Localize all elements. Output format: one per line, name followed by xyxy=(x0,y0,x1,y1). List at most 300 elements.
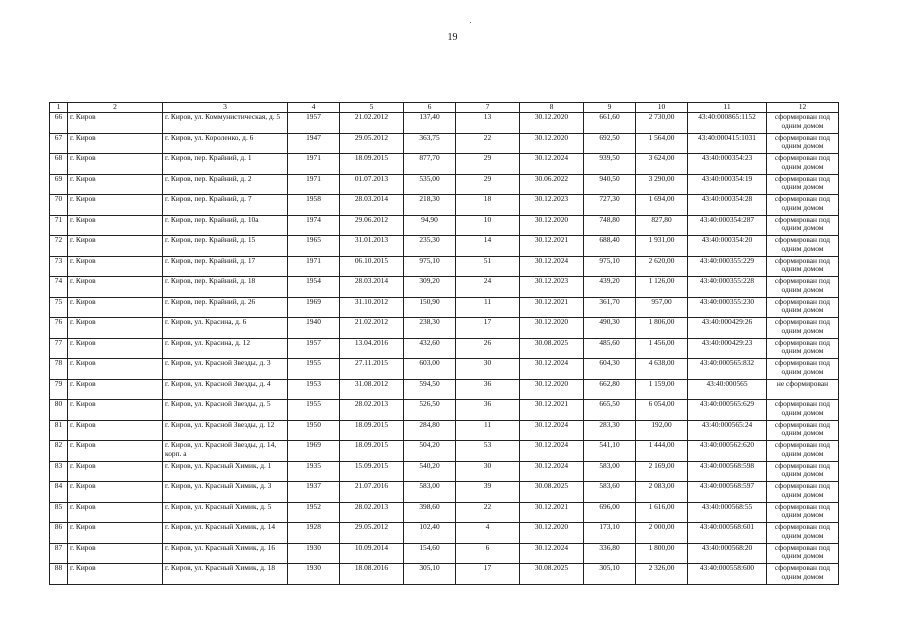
cell-area-a: 432,60 xyxy=(404,338,456,359)
cell-land-status: сформирован под одним домом xyxy=(767,113,839,134)
column-header-10: 10 xyxy=(636,103,688,113)
cell-build-year: 1930 xyxy=(288,543,340,564)
table-row xyxy=(50,482,839,503)
cell-deadline-date: 30.12.2023 xyxy=(520,195,584,216)
cell-address: г. Киров, ул. Красной Звезды, д. 12 xyxy=(163,420,288,441)
cell-land-status: сформирован под одним домом xyxy=(767,523,839,544)
cell-cadastral-number: 43:40:000568:20 xyxy=(688,543,767,564)
cell-address: г. Киров, ул. Красина, д. 6 xyxy=(163,318,288,339)
cell-land-status: сформирован под одним домом xyxy=(767,441,839,462)
cell-land-area: 1 126,00 xyxy=(636,277,688,298)
cell-cadastral-number: 43:40:000865:1152 xyxy=(688,113,767,134)
cell-count: 36 xyxy=(456,379,520,400)
cell-area-b: 361,70 xyxy=(584,297,636,318)
cell-row-number: 81 xyxy=(50,420,68,441)
table-row xyxy=(50,400,839,421)
cell-land-area: 1 159,00 xyxy=(636,379,688,400)
page-number: 19 xyxy=(447,32,458,43)
cell-count: 51 xyxy=(456,256,520,277)
cell-count: 53 xyxy=(456,441,520,462)
cell-address: г. Киров, ул. Красный Химик, д. 1 xyxy=(163,461,288,482)
cell-area-b: 696,00 xyxy=(584,502,636,523)
cell-cadastral-number: 43:40:000354:287 xyxy=(688,215,767,236)
cell-row-number: 83 xyxy=(50,461,68,482)
cell-municipality: г. Киров xyxy=(68,318,163,339)
cell-area-a: 137,40 xyxy=(404,113,456,134)
cell-land-area: 2 326,00 xyxy=(636,564,688,585)
cell-land-status: сформирован под одним домом xyxy=(767,400,839,421)
column-header-3: 3 xyxy=(163,103,288,113)
column-header-12: 12 xyxy=(767,103,839,113)
cell-row-number: 75 xyxy=(50,297,68,318)
cell-land-area: 2 730,00 xyxy=(636,113,688,134)
cell-address: г. Киров, ул. Красный Химик, д. 5 xyxy=(163,502,288,523)
cell-land-area: 957,00 xyxy=(636,297,688,318)
cell-count: 29 xyxy=(456,174,520,195)
cell-area-a: 94,90 xyxy=(404,215,456,236)
cell-survey-date: 28.03.2014 xyxy=(340,277,404,298)
cell-cadastral-number: 43:40:000415:1031 xyxy=(688,133,767,154)
cell-cadastral-number: 43:40:000355:230 xyxy=(688,297,767,318)
cell-row-number: 80 xyxy=(50,400,68,421)
column-header-11: 11 xyxy=(688,103,767,113)
cell-build-year: 1969 xyxy=(288,441,340,462)
cell-survey-date: 28.03.2014 xyxy=(340,195,404,216)
cell-cadastral-number: 43:40:000565:832 xyxy=(688,359,767,380)
cell-address: г. Киров, пер. Крайний, д. 7 xyxy=(163,195,288,216)
cell-survey-date: 29.06.2012 xyxy=(340,215,404,236)
cell-deadline-date: 30.12.2024 xyxy=(520,420,584,441)
scan-speck xyxy=(470,22,471,23)
cell-count: 29 xyxy=(456,154,520,175)
cell-survey-date: 06.10.2015 xyxy=(340,256,404,277)
cell-land-status: сформирован под одним домом xyxy=(767,236,839,257)
cell-count: 26 xyxy=(456,338,520,359)
cell-land-status: сформирован под одним домом xyxy=(767,133,839,154)
cell-row-number: 68 xyxy=(50,154,68,175)
cell-count: 18 xyxy=(456,195,520,216)
cell-municipality: г. Киров xyxy=(68,154,163,175)
cell-municipality: г. Киров xyxy=(68,174,163,195)
cell-land-area: 1 694,00 xyxy=(636,195,688,216)
cell-area-b: 490,30 xyxy=(584,318,636,339)
cell-address: г. Киров, пер. Крайний, д. 10а xyxy=(163,215,288,236)
cell-cadastral-number: 43:40:000568:601 xyxy=(688,523,767,544)
table-row xyxy=(50,256,839,277)
table-row xyxy=(50,502,839,523)
cell-survey-date: 28.02.2013 xyxy=(340,400,404,421)
table-row xyxy=(50,195,839,216)
table-row xyxy=(50,318,839,339)
cell-area-a: 975,10 xyxy=(404,256,456,277)
cell-survey-date: 21.02.2012 xyxy=(340,113,404,134)
cell-build-year: 1940 xyxy=(288,318,340,339)
cell-area-b: 583,60 xyxy=(584,482,636,503)
cell-land-area: 1 800,00 xyxy=(636,543,688,564)
cell-cadastral-number: 43:40:000355:229 xyxy=(688,256,767,277)
cell-area-a: 603,00 xyxy=(404,359,456,380)
cell-build-year: 1935 xyxy=(288,461,340,482)
cell-cadastral-number: 43:40:000354:23 xyxy=(688,154,767,175)
cell-land-area: 3 624,00 xyxy=(636,154,688,175)
cell-cadastral-number: 43:40:000429:26 xyxy=(688,318,767,339)
cell-deadline-date: 30.12.2024 xyxy=(520,461,584,482)
table-row xyxy=(50,297,839,318)
cell-survey-date: 27.11.2015 xyxy=(340,359,404,380)
cell-land-area: 6 054,00 xyxy=(636,400,688,421)
table-row xyxy=(50,174,839,195)
cell-cadastral-number: 43:40:000568:598 xyxy=(688,461,767,482)
cell-municipality: г. Киров xyxy=(68,543,163,564)
table-row xyxy=(50,236,839,257)
column-header-9: 9 xyxy=(584,103,636,113)
cell-deadline-date: 30.08.2025 xyxy=(520,564,584,585)
cell-count: 30 xyxy=(456,461,520,482)
cell-row-number: 76 xyxy=(50,318,68,339)
table-row xyxy=(50,338,839,359)
cell-survey-date: 18.09.2015 xyxy=(340,420,404,441)
cell-survey-date: 10.09.2014 xyxy=(340,543,404,564)
header-row xyxy=(50,103,839,113)
cell-land-area: 1 931,00 xyxy=(636,236,688,257)
cell-row-number: 78 xyxy=(50,359,68,380)
cell-address: г. Киров, пер. Крайний, д. 15 xyxy=(163,236,288,257)
column-header-8: 8 xyxy=(520,103,584,113)
cell-area-a: 877,70 xyxy=(404,154,456,175)
cell-municipality: г. Киров xyxy=(68,113,163,134)
cell-land-area: 2 083,00 xyxy=(636,482,688,503)
cell-survey-date: 28.02.2013 xyxy=(340,502,404,523)
cell-deadline-date: 30.12.2020 xyxy=(520,523,584,544)
cell-municipality: г. Киров xyxy=(68,215,163,236)
cell-address: г. Киров, пер. Крайний, д. 26 xyxy=(163,297,288,318)
cell-area-b: 604,30 xyxy=(584,359,636,380)
cell-survey-date: 31.10.2012 xyxy=(340,297,404,318)
cell-land-status: сформирован под одним домом xyxy=(767,318,839,339)
cell-build-year: 1928 xyxy=(288,523,340,544)
cell-survey-date: 13.04.2016 xyxy=(340,338,404,359)
cell-cadastral-number: 43:40:000354:19 xyxy=(688,174,767,195)
cell-row-number: 70 xyxy=(50,195,68,216)
cell-area-b: 940,50 xyxy=(584,174,636,195)
cell-area-b: 439,20 xyxy=(584,277,636,298)
cell-address: г. Киров, ул. Красной Звезды, д. 5 xyxy=(163,400,288,421)
cell-deadline-date: 30.12.2024 xyxy=(520,154,584,175)
cell-area-b: 688,40 xyxy=(584,236,636,257)
cell-land-status: сформирован под одним домом xyxy=(767,297,839,318)
cell-address: г. Киров, ул. Красный Химик, д. 3 xyxy=(163,482,288,503)
cell-count: 17 xyxy=(456,318,520,339)
cell-address: г. Киров, ул. Красной Звезды, д. 3 xyxy=(163,359,288,380)
cell-row-number: 67 xyxy=(50,133,68,154)
cell-area-b: 283,30 xyxy=(584,420,636,441)
cell-land-status: сформирован под одним домом xyxy=(767,338,839,359)
cell-count: 17 xyxy=(456,564,520,585)
cell-municipality: г. Киров xyxy=(68,236,163,257)
cell-build-year: 1971 xyxy=(288,154,340,175)
table-row xyxy=(50,133,839,154)
cell-municipality: г. Киров xyxy=(68,195,163,216)
cell-municipality: г. Киров xyxy=(68,564,163,585)
table-row xyxy=(50,441,839,462)
cell-deadline-date: 30.12.2020 xyxy=(520,215,584,236)
cell-land-area: 2 169,00 xyxy=(636,461,688,482)
column-header-2: 2 xyxy=(68,103,163,113)
cell-land-area: 192,00 xyxy=(636,420,688,441)
cell-land-status: сформирован под одним домом xyxy=(767,256,839,277)
table-row xyxy=(50,461,839,482)
cell-address: г. Киров, ул. Красный Химик, д. 18 xyxy=(163,564,288,585)
cell-row-number: 74 xyxy=(50,277,68,298)
cell-row-number: 77 xyxy=(50,338,68,359)
cell-count: 4 xyxy=(456,523,520,544)
cell-land-status: сформирован под одним домом xyxy=(767,482,839,503)
cell-land-status: сформирован под одним домом xyxy=(767,174,839,195)
cell-deadline-date: 30.12.2020 xyxy=(520,318,584,339)
cell-row-number: 82 xyxy=(50,441,68,462)
cell-address: г. Киров, ул. Красный Химик, д. 16 xyxy=(163,543,288,564)
cell-land-area: 4 638,00 xyxy=(636,359,688,380)
cell-area-a: 218,30 xyxy=(404,195,456,216)
cell-survey-date: 18.09.2015 xyxy=(340,441,404,462)
cell-row-number: 73 xyxy=(50,256,68,277)
cell-land-area: 1 456,00 xyxy=(636,338,688,359)
cell-row-number: 71 xyxy=(50,215,68,236)
cell-municipality: г. Киров xyxy=(68,359,163,380)
cell-cadastral-number: 43:40:000565:24 xyxy=(688,420,767,441)
cell-area-b: 173,10 xyxy=(584,523,636,544)
cell-deadline-date: 30.12.2020 xyxy=(520,113,584,134)
cell-area-a: 102,40 xyxy=(404,523,456,544)
table-row xyxy=(50,420,839,441)
cell-land-area: 2 620,00 xyxy=(636,256,688,277)
cell-row-number: 84 xyxy=(50,482,68,503)
cell-deadline-date: 30.08.2025 xyxy=(520,338,584,359)
cell-area-a: 238,30 xyxy=(404,318,456,339)
cell-build-year: 1971 xyxy=(288,256,340,277)
cell-area-a: 154,60 xyxy=(404,543,456,564)
cell-municipality: г. Киров xyxy=(68,297,163,318)
cell-row-number: 79 xyxy=(50,379,68,400)
cell-deadline-date: 30.12.2024 xyxy=(520,543,584,564)
table-body xyxy=(50,103,839,585)
cell-build-year: 1974 xyxy=(288,215,340,236)
cell-survey-date: 31.08.2012 xyxy=(340,379,404,400)
cell-area-b: 305,10 xyxy=(584,564,636,585)
cell-land-status: сформирован под одним домом xyxy=(767,215,839,236)
cell-cadastral-number: 43:40:000558:600 xyxy=(688,564,767,585)
cell-municipality: г. Киров xyxy=(68,441,163,462)
cell-row-number: 88 xyxy=(50,564,68,585)
cell-count: 10 xyxy=(456,215,520,236)
cell-area-a: 504,20 xyxy=(404,441,456,462)
cell-area-b: 939,50 xyxy=(584,154,636,175)
cell-build-year: 1965 xyxy=(288,236,340,257)
cell-area-b: 665,50 xyxy=(584,400,636,421)
cell-municipality: г. Киров xyxy=(68,256,163,277)
cell-survey-date: 21.07.2016 xyxy=(340,482,404,503)
cell-address: г. Киров, ул. Красной Звезды, д. 14, корп. а xyxy=(163,441,288,462)
cell-build-year: 1952 xyxy=(288,502,340,523)
cell-deadline-date: 30.12.2024 xyxy=(520,441,584,462)
cell-area-a: 363,75 xyxy=(404,133,456,154)
column-header-5: 5 xyxy=(340,103,404,113)
housing-table xyxy=(49,102,839,585)
cell-area-a: 535,00 xyxy=(404,174,456,195)
cell-address: г. Киров, ул. Коммунистическая, д. 5 xyxy=(163,113,288,134)
cell-survey-date: 18.09.2015 xyxy=(340,154,404,175)
cell-address: г. Киров, пер. Крайний, д. 1 xyxy=(163,154,288,175)
cell-area-a: 305,10 xyxy=(404,564,456,585)
cell-survey-date: 29.05.2012 xyxy=(340,523,404,544)
cell-area-a: 398,60 xyxy=(404,502,456,523)
cell-land-area: 1 444,00 xyxy=(636,441,688,462)
cell-deadline-date: 30.06.2022 xyxy=(520,174,584,195)
cell-area-a: 309,20 xyxy=(404,277,456,298)
cell-land-status: сформирован под одним домом xyxy=(767,564,839,585)
cell-count: 6 xyxy=(456,543,520,564)
cell-area-a: 284,80 xyxy=(404,420,456,441)
cell-land-status: не сформирован xyxy=(767,379,839,400)
cell-municipality: г. Киров xyxy=(68,461,163,482)
cell-cadastral-number: 43:40:000562:620 xyxy=(688,441,767,462)
cell-build-year: 1953 xyxy=(288,379,340,400)
cell-municipality: г. Киров xyxy=(68,420,163,441)
cell-cadastral-number: 43:40:000568:55 xyxy=(688,502,767,523)
table-row xyxy=(50,215,839,236)
cell-cadastral-number: 43:40:000565:629 xyxy=(688,400,767,421)
cell-count: 36 xyxy=(456,400,520,421)
table-row xyxy=(50,154,839,175)
cell-area-a: 235,30 xyxy=(404,236,456,257)
table-row xyxy=(50,379,839,400)
cell-area-b: 692,50 xyxy=(584,133,636,154)
cell-cadastral-number: 43:40:000568:597 xyxy=(688,482,767,503)
cell-cadastral-number: 43:40:000429:23 xyxy=(688,338,767,359)
cell-count: 24 xyxy=(456,277,520,298)
cell-deadline-date: 30.12.2024 xyxy=(520,359,584,380)
cell-deadline-date: 30.12.2021 xyxy=(520,297,584,318)
cell-address: г. Киров, пер. Крайний, д. 18 xyxy=(163,277,288,298)
column-header-7: 7 xyxy=(456,103,520,113)
cell-address: г. Киров, пер. Крайний, д. 17 xyxy=(163,256,288,277)
cell-deadline-date: 30.12.2021 xyxy=(520,502,584,523)
cell-municipality: г. Киров xyxy=(68,338,163,359)
cell-row-number: 87 xyxy=(50,543,68,564)
cell-build-year: 1947 xyxy=(288,133,340,154)
cell-municipality: г. Киров xyxy=(68,502,163,523)
cell-build-year: 1955 xyxy=(288,400,340,421)
cell-row-number: 66 xyxy=(50,113,68,134)
column-header-6: 6 xyxy=(404,103,456,113)
table-row xyxy=(50,523,839,544)
cell-land-status: сформирован под одним домом xyxy=(767,277,839,298)
cell-land-status: сформирован под одним домом xyxy=(767,154,839,175)
cell-build-year: 1930 xyxy=(288,564,340,585)
cell-build-year: 1957 xyxy=(288,113,340,134)
cell-row-number: 86 xyxy=(50,523,68,544)
column-header-1: 1 xyxy=(50,103,68,113)
cell-survey-date: 29.05.2012 xyxy=(340,133,404,154)
cell-area-a: 540,20 xyxy=(404,461,456,482)
cell-land-status: сформирован под одним домом xyxy=(767,461,839,482)
cell-address: г. Киров, ул. Красина, д. 12 xyxy=(163,338,288,359)
cell-deadline-date: 30.12.2020 xyxy=(520,133,584,154)
cell-count: 11 xyxy=(456,420,520,441)
cell-area-b: 485,60 xyxy=(584,338,636,359)
cell-land-area: 1 564,00 xyxy=(636,133,688,154)
cell-cadastral-number: 43:40:000355:228 xyxy=(688,277,767,298)
cell-area-b: 727,30 xyxy=(584,195,636,216)
cell-survey-date: 15.09.2015 xyxy=(340,461,404,482)
cell-count: 39 xyxy=(456,482,520,503)
cell-deadline-date: 30.12.2023 xyxy=(520,277,584,298)
table-row xyxy=(50,113,839,134)
table-row xyxy=(50,277,839,298)
cell-area-b: 662,80 xyxy=(584,379,636,400)
cell-municipality: г. Киров xyxy=(68,400,163,421)
cell-deadline-date: 30.12.2021 xyxy=(520,236,584,257)
cell-municipality: г. Киров xyxy=(68,133,163,154)
cell-area-b: 748,80 xyxy=(584,215,636,236)
cell-land-status: сформирован под одним домом xyxy=(767,420,839,441)
cell-municipality: г. Киров xyxy=(68,277,163,298)
cell-area-a: 526,50 xyxy=(404,400,456,421)
cell-count: 22 xyxy=(456,502,520,523)
cell-cadastral-number: 43:40:000565 xyxy=(688,379,767,400)
cell-land-status: сформирован под одним домом xyxy=(767,502,839,523)
cell-deadline-date: 30.08.2025 xyxy=(520,482,584,503)
cell-area-a: 150,90 xyxy=(404,297,456,318)
cell-count: 14 xyxy=(456,236,520,257)
cell-area-b: 661,60 xyxy=(584,113,636,134)
cell-area-a: 583,00 xyxy=(404,482,456,503)
cell-land-area: 1 616,00 xyxy=(636,502,688,523)
cell-land-area: 3 290,00 xyxy=(636,174,688,195)
cell-land-area: 2 000,00 xyxy=(636,523,688,544)
cell-survey-date: 31.01.2013 xyxy=(340,236,404,257)
cell-count: 11 xyxy=(456,297,520,318)
cell-row-number: 85 xyxy=(50,502,68,523)
cell-land-status: сформирован под одним домом xyxy=(767,359,839,380)
cell-area-b: 583,00 xyxy=(584,461,636,482)
table-row xyxy=(50,564,839,585)
cell-deadline-date: 30.12.2021 xyxy=(520,400,584,421)
cell-count: 22 xyxy=(456,133,520,154)
cell-survey-date: 21.02.2012 xyxy=(340,318,404,339)
cell-land-area: 1 806,00 xyxy=(636,318,688,339)
cell-area-b: 541,10 xyxy=(584,441,636,462)
cell-municipality: г. Киров xyxy=(68,379,163,400)
cell-area-b: 975,10 xyxy=(584,256,636,277)
cell-cadastral-number: 43:40:000354:28 xyxy=(688,195,767,216)
cell-address: г. Киров, ул. Короленко, д. 6 xyxy=(163,133,288,154)
cell-cadastral-number: 43:40:000354:20 xyxy=(688,236,767,257)
cell-land-status: сформирован под одним домом xyxy=(767,195,839,216)
cell-build-year: 1950 xyxy=(288,420,340,441)
cell-build-year: 1958 xyxy=(288,195,340,216)
column-header-4: 4 xyxy=(288,103,340,113)
cell-survey-date: 01.07.2013 xyxy=(340,174,404,195)
cell-address: г. Киров, пер. Крайний, д. 2 xyxy=(163,174,288,195)
table-row xyxy=(50,359,839,380)
cell-area-b: 336,80 xyxy=(584,543,636,564)
cell-count: 30 xyxy=(456,359,520,380)
cell-row-number: 72 xyxy=(50,236,68,257)
cell-survey-date: 18.08.2016 xyxy=(340,564,404,585)
cell-municipality: г. Киров xyxy=(68,523,163,544)
cell-municipality: г. Киров xyxy=(68,482,163,503)
